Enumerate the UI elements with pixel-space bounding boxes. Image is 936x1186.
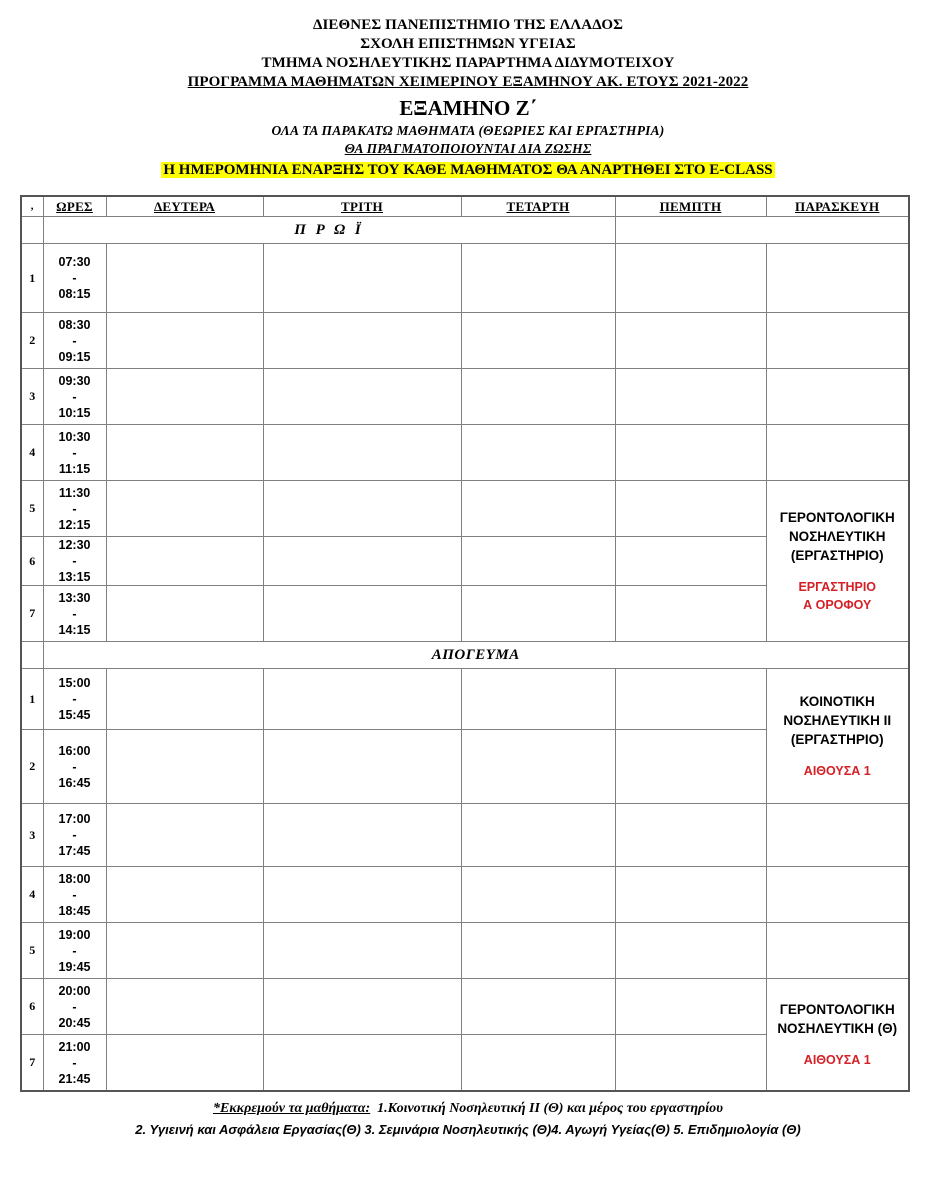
row-hours (43, 481, 106, 537)
morning-divider-blank-cell (615, 217, 909, 244)
row-end-time: 09:15 (58, 349, 91, 364)
row-start-time: 18:00 (58, 871, 91, 886)
cell-thursday[interactable] (615, 244, 766, 313)
cell-wednesday[interactable] (461, 730, 615, 804)
cell-tuesday[interactable] (263, 537, 461, 586)
row-start-time: 20:00 (58, 983, 91, 998)
row-time-dash: - (72, 692, 77, 706)
row-time-dash: - (72, 554, 77, 568)
course-title-line-3: (ΕΡΓΑΣΤΗΡΙΟ) (790, 548, 884, 563)
row-hours (43, 730, 106, 804)
cell-friday[interactable] (766, 313, 909, 369)
cell-friday[interactable] (766, 867, 909, 923)
table-row (21, 867, 909, 923)
row-index: 6 (21, 979, 43, 1035)
morning-label: Π Ρ Ω Ϊ (294, 221, 364, 238)
row-index: 1 (21, 244, 43, 313)
course-title-line-1: ΚΟΙΝΟΤΙΚΗ (799, 694, 875, 709)
row-time-dash: - (72, 828, 77, 842)
cell-tuesday[interactable] (263, 244, 461, 313)
row-hours (43, 1035, 106, 1092)
row-end-time: 15:45 (58, 708, 91, 722)
row-hours (43, 923, 106, 979)
note-line-1: ΟΛΑ ΤΑ ΠΑΡΑΚΑΤΩ ΜΑΘΗΜΑΤΑ (ΘΕΩΡΙΕΣ ΚΑΙ ΕΡΓΑΣΤΗΡΙΑ) (271, 123, 665, 138)
footer-line-1 (20, 1098, 916, 1119)
cell-thursday[interactable] (615, 537, 766, 586)
cell-wednesday[interactable] (461, 669, 615, 730)
university-name: ΔΙΕΘΝΕΣ ΠΑΝΕΠΙΣΤΗΜΙΟ ΤΗΣ ΕΛΛΑΔΟΣ (312, 17, 624, 33)
table-row (21, 369, 909, 425)
row-time-dash: - (72, 606, 77, 621)
row-end-time: 10:15 (58, 405, 91, 420)
cell-tuesday[interactable] (263, 730, 461, 804)
row-end-time: 20:45 (58, 1015, 91, 1030)
cell-friday[interactable] (766, 804, 909, 867)
cell-thursday[interactable] (615, 425, 766, 481)
cell-thursday[interactable] (615, 586, 766, 642)
cell-friday[interactable] (766, 923, 909, 979)
row-index: 1 (21, 669, 43, 730)
cell-wednesday[interactable] (461, 804, 615, 867)
footer-label: *Εκκρεμούν τα μαθήματα: (212, 1101, 371, 1116)
table-row (21, 313, 909, 369)
cell-thursday[interactable] (615, 867, 766, 923)
row-index: 4 (21, 425, 43, 481)
cell-wednesday[interactable] (461, 537, 615, 586)
row-hours (43, 586, 106, 642)
cell-monday[interactable] (106, 313, 263, 369)
cell-wednesday[interactable] (461, 923, 615, 979)
row-start-time: 08:30 (58, 317, 91, 332)
cell-wednesday[interactable] (461, 313, 615, 369)
afternoon-label: ΑΠΟΓΕΥΜΑ (431, 646, 520, 663)
cell-wednesday[interactable] (461, 369, 615, 425)
row-time-dash: - (72, 445, 77, 460)
afternoon-divider-index-cell (21, 642, 43, 669)
cell-monday[interactable] (106, 1035, 263, 1092)
row-end-time: 12:15 (58, 517, 91, 532)
course-block (767, 688, 909, 784)
row-hours (43, 369, 106, 425)
cell-thursday[interactable] (615, 669, 766, 730)
cell-monday[interactable] (106, 669, 263, 730)
course-cell-friday-afternoon-1[interactable] (766, 669, 909, 804)
row-start-time: 07:30 (58, 255, 91, 269)
column-header-index: , (21, 196, 43, 217)
semester-title: ΕΞΑΜΗΝΟ Ζ΄ (399, 96, 537, 120)
document-header (0, 0, 936, 181)
cell-wednesday[interactable] (461, 481, 615, 537)
cell-tuesday[interactable] (263, 369, 461, 425)
cell-monday[interactable] (106, 244, 263, 313)
afternoon-divider-row (21, 642, 909, 669)
row-hours (43, 979, 106, 1035)
row-end-time: 18:45 (58, 903, 91, 918)
course-room-line-1: ΑΙΘΟΥΣΑ 1 (803, 764, 871, 778)
row-hours (43, 313, 106, 369)
row-start-time: 10:30 (58, 429, 91, 444)
column-header-tuesday: ΤΡΙΤΗ (263, 196, 461, 217)
row-hours (43, 537, 106, 586)
cell-tuesday[interactable] (263, 425, 461, 481)
row-end-time: 19:45 (58, 959, 91, 974)
morning-divider-row (21, 217, 909, 244)
course-title-line-2: ΝΟΣΗΛΕΥΤΙΚΗ (788, 529, 886, 544)
cell-tuesday[interactable] (263, 586, 461, 642)
course-title-line-3: (ΕΡΓΑΣΤΗΡΙΟ) (790, 732, 884, 747)
row-time-dash: - (72, 943, 77, 958)
column-header-thursday: ΠΕΜΠΤΗ (615, 196, 766, 217)
cell-wednesday[interactable] (461, 244, 615, 313)
table-row (21, 979, 909, 1035)
row-hours (43, 867, 106, 923)
schedule-table (20, 195, 910, 1092)
cell-tuesday[interactable] (263, 923, 461, 979)
course-block (767, 504, 909, 618)
row-index: 7 (21, 1035, 43, 1092)
footer-line-1-text: 1.Κοινοτική Νοσηλευτική ΙΙ (Θ) και μέρος του εργαστηρίου (377, 1101, 724, 1116)
cell-monday[interactable] (106, 804, 263, 867)
cell-wednesday[interactable] (461, 586, 615, 642)
cell-monday[interactable] (106, 481, 263, 537)
table-row (21, 425, 909, 481)
row-end-time: 17:45 (58, 844, 91, 858)
table-row (21, 804, 909, 867)
cell-tuesday[interactable] (263, 979, 461, 1035)
cell-thursday[interactable] (615, 923, 766, 979)
footer-notes (20, 1098, 916, 1140)
column-header-monday: ΔΕΥΤΕΡΑ (106, 196, 263, 217)
school-name: ΣΧΟΛΗ ΕΠΙΣΤΗΜΩΝ ΥΓΕΙΑΣ (360, 36, 576, 52)
row-index: 4 (21, 867, 43, 923)
row-start-time: 16:00 (58, 743, 91, 758)
cell-tuesday[interactable] (263, 669, 461, 730)
cell-tuesday[interactable] (263, 804, 461, 867)
row-start-time: 13:30 (58, 590, 91, 605)
row-start-time: 09:30 (58, 373, 91, 388)
cell-thursday[interactable] (615, 369, 766, 425)
course-title-line-1: ΓΕΡΟΝΤΟΛΟΓΙΚΗ (779, 1002, 895, 1017)
course-block (767, 996, 909, 1073)
schedule-table-body (21, 217, 909, 1092)
row-end-time: 21:45 (58, 1071, 91, 1086)
schedule-table-wrapper (20, 195, 910, 1092)
cell-monday[interactable] (106, 923, 263, 979)
cell-tuesday[interactable] (263, 481, 461, 537)
course-cell-friday-morning[interactable] (766, 481, 909, 642)
course-title-line-2: ΝΟΣΗΛΕΥΤΙΚΗ ΙΙ (783, 713, 892, 728)
course-room-line-1: ΕΡΓΑΣΤΗΡΙΟ (798, 580, 877, 594)
row-index: 2 (21, 313, 43, 369)
cell-wednesday[interactable] (461, 425, 615, 481)
row-time-dash: - (72, 887, 77, 902)
cell-monday[interactable] (106, 867, 263, 923)
column-header-friday: ΠΑΡΑΣΚΕΥΗ (766, 196, 909, 217)
course-title-line-1: ΓΕΡΟΝΤΟΛΟΓΙΚΗ (779, 510, 895, 525)
department-name: ΤΜΗΜΑ ΝΟΣΗΛΕΥΤΙΚΗΣ ΠΑΡΑΡΤΗΜΑ ΔΙΔΥΜΟΤΕΙΧΟΥ (261, 55, 675, 71)
row-index: 3 (21, 804, 43, 867)
program-title: ΠΡΟΓΡΑΜΜΑ ΜΑΘΗΜΑΤΩΝ ΧΕΙΜΕΡΙΝΟΥ ΕΞΑΜΗΝΟΥ ΑΚ. ΕΤΟΥΣ 2021-2022 (187, 74, 749, 90)
header-row (21, 196, 909, 217)
row-index: 2 (21, 730, 43, 804)
row-hours (43, 244, 106, 313)
table-row (21, 244, 909, 313)
cell-monday[interactable] (106, 537, 263, 586)
table-row (21, 481, 909, 537)
morning-divider-label-cell (43, 217, 615, 244)
afternoon-divider-label-cell (43, 642, 909, 669)
cell-monday[interactable] (106, 369, 263, 425)
row-index: 5 (21, 481, 43, 537)
note-line-2: ΘΑ ΠΡΑΓΜΑΤΟΠΟΙΟΥΝΤΑΙ ΔΙΑ ΖΩΣΗΣ (344, 141, 592, 156)
row-hours (43, 804, 106, 867)
row-time-dash: - (72, 1055, 77, 1070)
cell-friday[interactable] (766, 244, 909, 313)
row-start-time: 11:30 (58, 485, 91, 500)
table-row (21, 923, 909, 979)
footer-line-2: 2. Υγιεινή και Ασφάλεια Εργασίας(Θ) 3. Σεμινάρια Νοσηλευτικής (Θ)4. Αγωγή Υγείας(Θ) 5. Επιδημιολογία (Θ) (135, 1122, 801, 1137)
cell-monday[interactable] (106, 730, 263, 804)
row-end-time: 14:15 (58, 622, 91, 637)
cell-monday[interactable] (106, 425, 263, 481)
row-hours (43, 669, 106, 730)
morning-divider-index-cell (21, 217, 43, 244)
cell-friday[interactable] (766, 369, 909, 425)
course-room-line-1: ΑΙΘΟΥΣΑ 1 (803, 1053, 871, 1067)
cell-monday[interactable] (106, 979, 263, 1035)
row-index: 6 (21, 537, 43, 586)
row-time-dash: - (72, 389, 77, 404)
row-time-dash: - (72, 271, 77, 285)
row-end-time: 11:15 (58, 461, 91, 476)
course-cell-friday-afternoon-2[interactable] (766, 979, 909, 1092)
row-time-dash: - (72, 759, 77, 774)
cell-thursday[interactable] (615, 481, 766, 537)
cell-wednesday[interactable] (461, 979, 615, 1035)
schedule-table-header (21, 196, 909, 217)
row-index: 5 (21, 923, 43, 979)
cell-monday[interactable] (106, 586, 263, 642)
cell-thursday[interactable] (615, 979, 766, 1035)
cell-thursday[interactable] (615, 1035, 766, 1092)
course-room-line-2: Α ΟΡΟΦΟΥ (803, 598, 872, 612)
cell-thursday[interactable] (615, 730, 766, 804)
row-start-time: 19:00 (58, 927, 91, 942)
cell-thursday[interactable] (615, 313, 766, 369)
row-end-time: 13:15 (58, 570, 91, 584)
row-time-dash: - (72, 999, 77, 1014)
course-title-line-2: ΝΟΣΗΛΕΥΤΙΚΗ (Θ) (777, 1021, 898, 1036)
row-index: 3 (21, 369, 43, 425)
cell-thursday[interactable] (615, 804, 766, 867)
column-header-wednesday: ΤΕΤΑΡΤΗ (461, 196, 615, 217)
row-time-dash: - (72, 501, 77, 516)
row-time-dash: - (72, 333, 77, 348)
row-hours (43, 425, 106, 481)
row-start-time: 17:00 (58, 812, 91, 826)
row-start-time: 21:00 (58, 1039, 91, 1054)
cell-wednesday[interactable] (461, 867, 615, 923)
row-start-time: 12:30 (58, 538, 91, 552)
cell-tuesday[interactable] (263, 867, 461, 923)
row-end-time: 08:15 (58, 287, 91, 301)
cell-friday[interactable] (766, 425, 909, 481)
row-start-time: 15:00 (58, 676, 91, 690)
eclass-notice-text: Η ΗΜΕΡΟΜΗΝΙΑ ΕΝΑΡΞΗΣ ΤΟΥ ΚΑΘΕ ΜΑΘΗΜΑΤΟΣ ΘΑ ΑΝΑΡΤΗΘΕΙ ΣΤΟ E-CLASS (163, 162, 773, 178)
cell-tuesday[interactable] (263, 1035, 461, 1092)
row-index: 7 (21, 586, 43, 642)
column-header-hours: ΩΡΕΣ (43, 196, 106, 217)
cell-wednesday[interactable] (461, 1035, 615, 1092)
table-row (21, 669, 909, 730)
eclass-notice (0, 160, 936, 181)
row-end-time: 16:45 (58, 775, 91, 790)
cell-tuesday[interactable] (263, 313, 461, 369)
